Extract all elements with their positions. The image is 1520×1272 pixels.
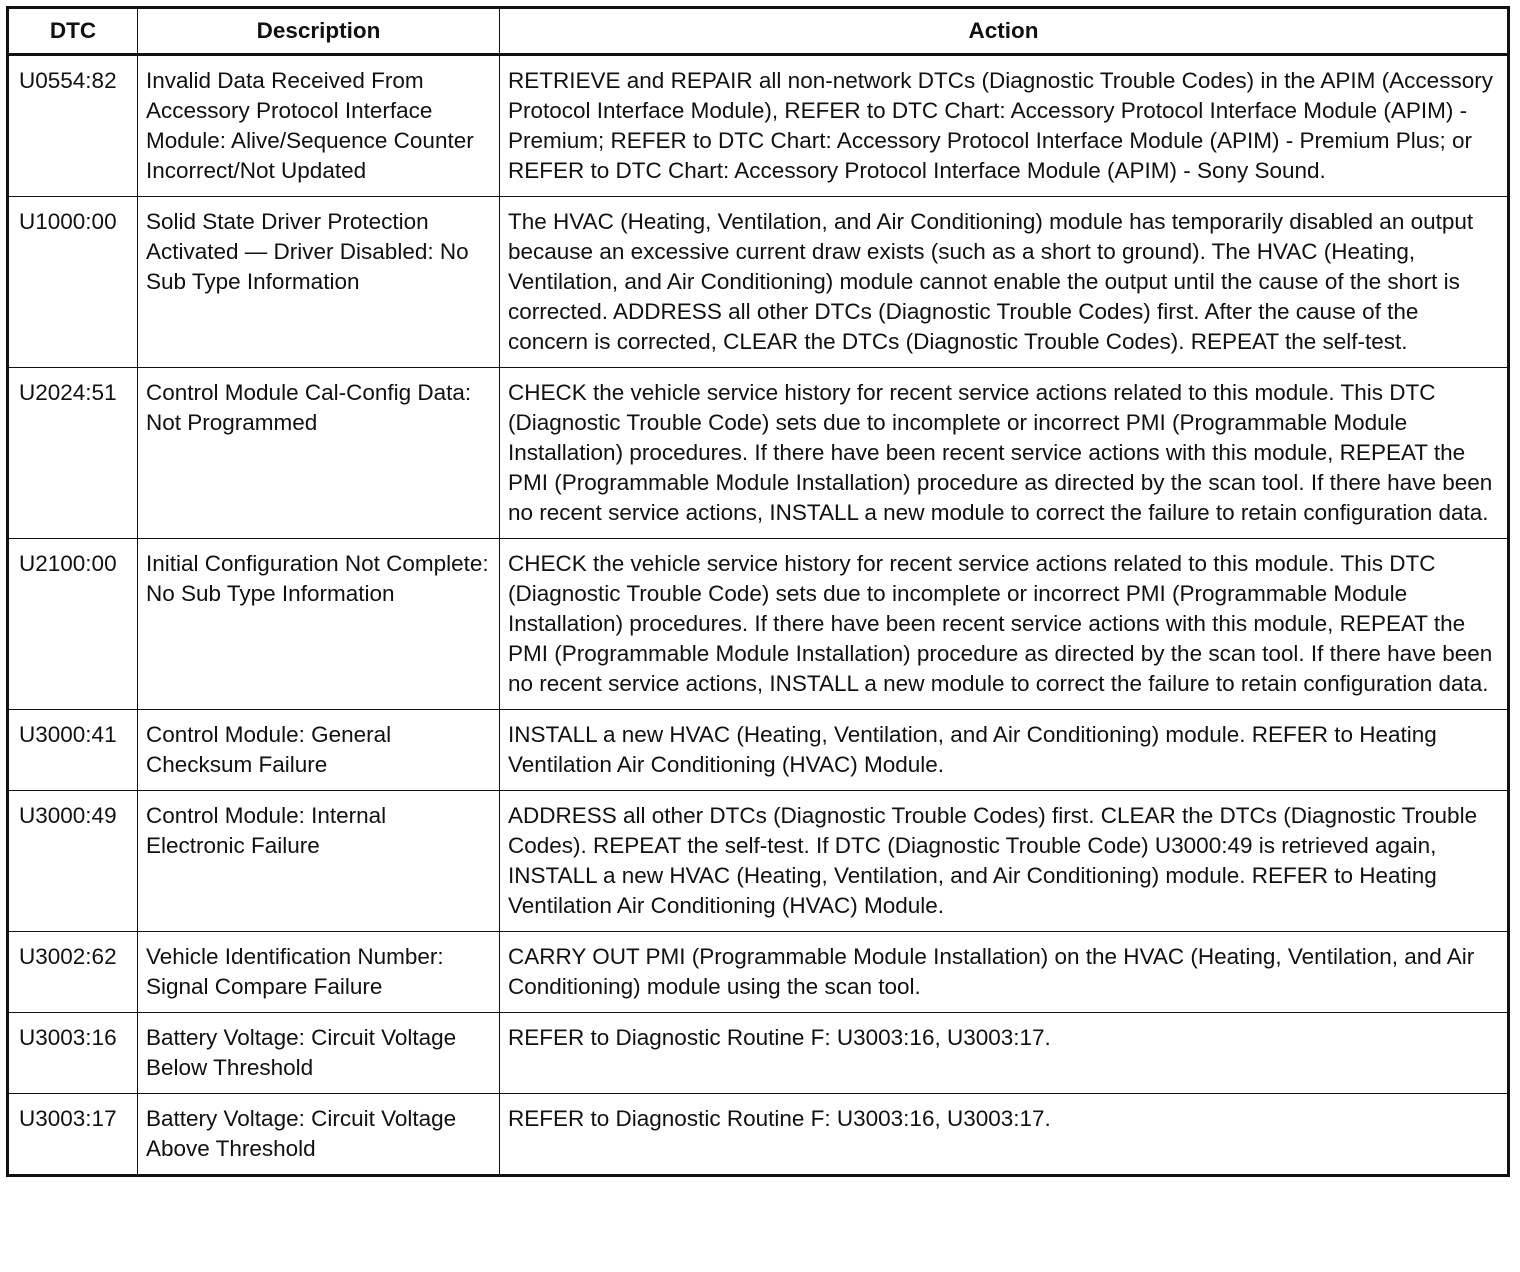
dtc-table xyxy=(6,6,1510,1177)
dtc-code-cell: U3003:16 xyxy=(8,1013,138,1094)
action-cell: CHECK the vehicle service history for recent service actions related to this module. This DTC (Diagnostic Trouble Code) sets due to incomplete or incorrect PMI (Programmable Module Installation) procedures. If there have been recent service actions with this module, REPEAT the PMI (Programmable Module Installation) procedure as directed by the scan tool. If there have been no recent service actions, INSTALL a new module to correct the failure to retain configuration data. xyxy=(500,368,1509,539)
table-row xyxy=(8,710,1509,791)
dtc-code-cell: U3003:17 xyxy=(8,1094,138,1176)
action-cell: REFER to Diagnostic Routine F: U3003:16, U3003:17. xyxy=(500,1094,1509,1176)
description-cell: Battery Voltage: Circuit Voltage Above Threshold xyxy=(138,1094,500,1176)
table-row xyxy=(8,1094,1509,1176)
dtc-code-cell: U2100:00 xyxy=(8,539,138,710)
dtc-code-cell: U3000:49 xyxy=(8,791,138,932)
description-cell: Control Module: General Checksum Failure xyxy=(138,710,500,791)
table-header-row xyxy=(8,8,1509,55)
table-row xyxy=(8,932,1509,1013)
action-cell: The HVAC (Heating, Ventilation, and Air Conditioning) module has temporarily disabled an output because an excessive current draw exists (such as a short to ground). The HVAC (Heating, Ventilation, and Air Conditioning) module cannot enable the output until the cause of the short is corrected. ADDRESS all other DTCs (Diagnostic Trouble Codes) first. After the cause of the concern is corrected, CLEAR the DTCs (Diagnostic Trouble Codes). REPEAT the self-test. xyxy=(500,197,1509,368)
description-cell: Battery Voltage: Circuit Voltage Below Threshold xyxy=(138,1013,500,1094)
dtc-code-cell: U2024:51 xyxy=(8,368,138,539)
action-cell: RETRIEVE and REPAIR all non-network DTCs (Diagnostic Trouble Codes) in the APIM (Accessory Protocol Interface Module), REFER to DTC Chart: Accessory Protocol Interface Module (APIM) - Premium; REFER to DTC Chart: Accessory Protocol Interface Module (APIM) - Premium Plus; or REFER to DTC Chart: Accessory Protocol Interface Module (APIM) - Sony Sound. xyxy=(500,55,1509,197)
table-row xyxy=(8,1013,1509,1094)
dtc-code-cell: U3000:41 xyxy=(8,710,138,791)
description-cell: Control Module: Internal Electronic Failure xyxy=(138,791,500,932)
table-row xyxy=(8,368,1509,539)
description-cell: Initial Configuration Not Complete: No Sub Type Information xyxy=(138,539,500,710)
header-action: Action xyxy=(500,8,1509,55)
table-row xyxy=(8,539,1509,710)
description-cell: Control Module Cal-Config Data: Not Programmed xyxy=(138,368,500,539)
description-cell: Solid State Driver Protection Activated — Driver Disabled: No Sub Type Information xyxy=(138,197,500,368)
table-row xyxy=(8,55,1509,197)
action-cell: REFER to Diagnostic Routine F: U3003:16, U3003:17. xyxy=(500,1013,1509,1094)
dtc-code-cell: U1000:00 xyxy=(8,197,138,368)
dtc-code-cell: U3002:62 xyxy=(8,932,138,1013)
table-row xyxy=(8,791,1509,932)
action-cell: ADDRESS all other DTCs (Diagnostic Trouble Codes) first. CLEAR the DTCs (Diagnostic Trouble Codes). REPEAT the self-test. If DTC (Diagnostic Trouble Code) U3000:49 is retrieved again, INSTALL a new HVAC (Heating, Ventilation, and Air Conditioning) module. REFER to Heating Ventilation Air Conditioning (HVAC) Module. xyxy=(500,791,1509,932)
description-cell: Vehicle Identification Number: Signal Compare Failure xyxy=(138,932,500,1013)
action-cell: CARRY OUT PMI (Programmable Module Installation) on the HVAC (Heating, Ventilation, and Air Conditioning) module using the scan tool. xyxy=(500,932,1509,1013)
description-cell: Invalid Data Received From Accessory Protocol Interface Module: Alive/Sequence Counter Incorrect/Not Updated xyxy=(138,55,500,197)
header-dtc: DTC xyxy=(8,8,138,55)
dtc-chart-page xyxy=(6,6,1507,1177)
header-description: Description xyxy=(138,8,500,55)
dtc-code-cell: U0554:82 xyxy=(8,55,138,197)
action-cell: CHECK the vehicle service history for recent service actions related to this module. This DTC (Diagnostic Trouble Code) sets due to incomplete or incorrect PMI (Programmable Module Installation) procedures. If there have been recent service actions with this module, REPEAT the PMI (Programmable Module Installation) procedure as directed by the scan tool. If there have been no recent service actions, INSTALL a new module to correct the failure to retain configuration data. xyxy=(500,539,1509,710)
action-cell: INSTALL a new HVAC (Heating, Ventilation, and Air Conditioning) module. REFER to Heating Ventilation Air Conditioning (HVAC) Module. xyxy=(500,710,1509,791)
table-row xyxy=(8,197,1509,368)
